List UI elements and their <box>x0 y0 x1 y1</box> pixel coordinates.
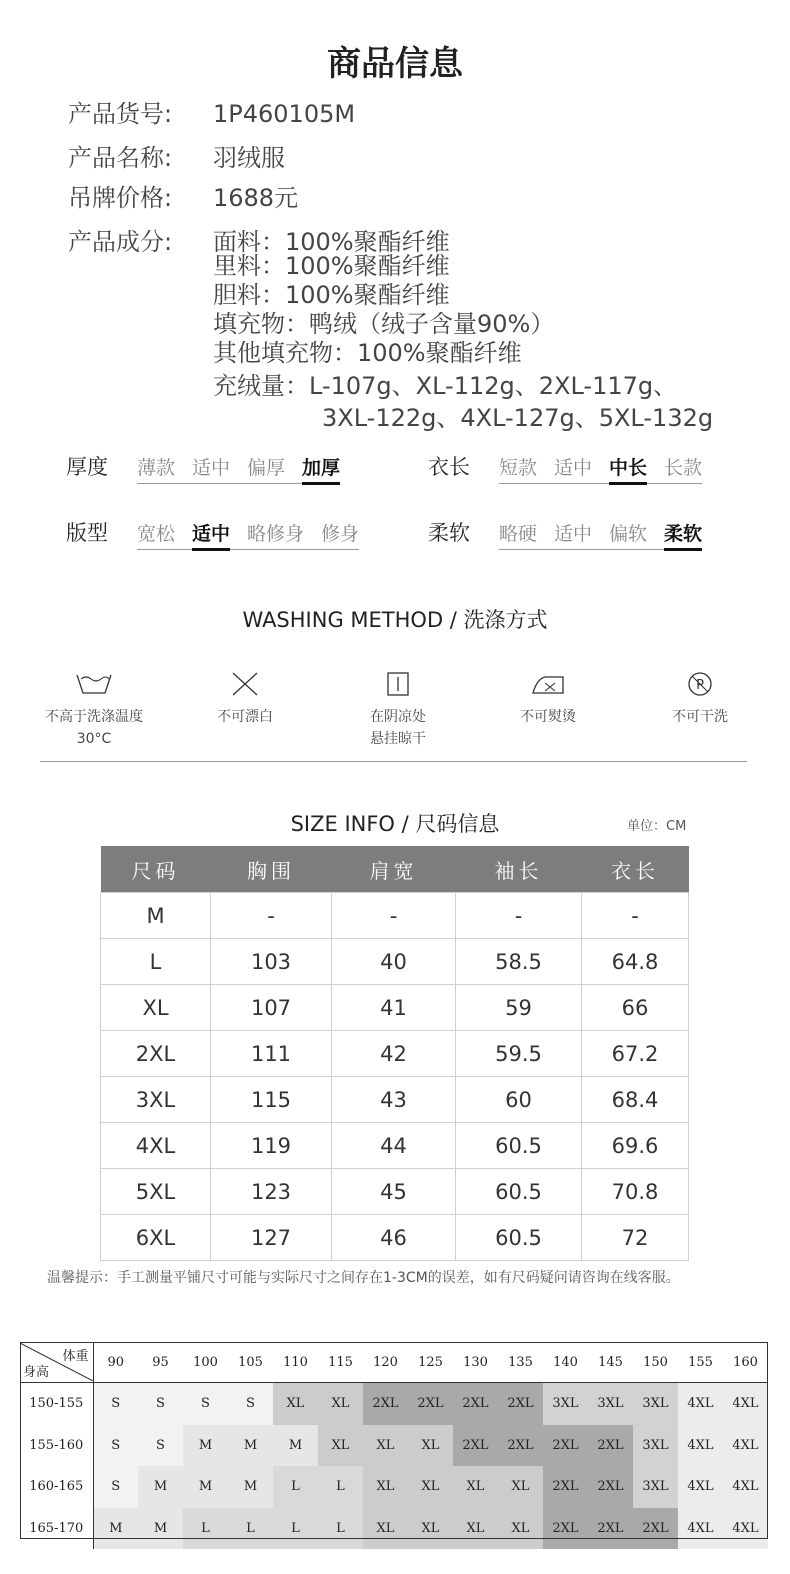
composition-line: 胆料：100%聚酯纤维 <box>213 281 450 309</box>
size-cell: S <box>93 1383 138 1425</box>
size-cell: XL <box>363 1508 408 1550</box>
attr-option: 适中 <box>192 457 231 479</box>
table-row <box>20 1466 768 1508</box>
corner-height-label: 身高 <box>23 1365 50 1380</box>
size-table-header <box>101 846 689 893</box>
attr-option: 薄款 <box>137 457 176 479</box>
table-row <box>101 985 689 1031</box>
table-cell: 60.5 <box>456 1123 582 1169</box>
size-cell: S <box>93 1425 138 1467</box>
table-cell: 59 <box>456 985 582 1031</box>
weight-header-cell: 115 <box>318 1342 363 1383</box>
size-cell: M <box>228 1425 273 1467</box>
wash-text-1: 不高于洗涤温度 <box>45 709 143 725</box>
attr-option: 短款 <box>499 457 538 479</box>
attr-options-thickness <box>137 453 340 484</box>
weight-header-cell: 140 <box>543 1342 588 1383</box>
size-cell: M <box>228 1466 273 1508</box>
size-cell: 3XL <box>543 1383 588 1425</box>
attr-option: 适中 <box>554 523 593 545</box>
size-cell: XL <box>273 1383 318 1425</box>
size-cell: L <box>273 1508 318 1550</box>
size-cell: 2XL <box>543 1508 588 1550</box>
attr-option: 略硬 <box>499 523 538 545</box>
svg-text:P: P <box>696 678 704 693</box>
size-cell: XL <box>498 1508 543 1550</box>
size-cell: 2XL <box>543 1425 588 1467</box>
size-cell: 4XL <box>723 1508 768 1550</box>
weight-header-row <box>20 1342 768 1383</box>
weight-header-cell: 120 <box>363 1342 408 1383</box>
size-cell: L <box>273 1466 318 1508</box>
table-row <box>101 1169 689 1215</box>
table-row <box>20 1383 768 1425</box>
wash-text-1: 不可干洗 <box>672 709 728 725</box>
size-cell: 4XL <box>723 1383 768 1425</box>
size-cell: 2XL <box>408 1383 453 1425</box>
size-cell: 4XL <box>723 1425 768 1467</box>
height-cell: 150-155 <box>20 1383 93 1425</box>
size-cell: 3XL <box>633 1466 678 1508</box>
table-cell: 66 <box>582 985 689 1031</box>
table-cell: 115 <box>211 1077 332 1123</box>
size-cell: XL <box>408 1466 453 1508</box>
composition-line: 3XL-122g、4XL-127g、5XL-132g <box>322 404 714 432</box>
attr-option: 适中 <box>192 519 230 546</box>
weight-height-body <box>20 1342 768 1549</box>
table-cell: - <box>332 893 456 939</box>
height-cell: 160-165 <box>20 1466 93 1508</box>
size-cell: 2XL <box>633 1508 678 1550</box>
size-cell: S <box>138 1425 183 1467</box>
weight-header-cell: 130 <box>453 1342 498 1383</box>
table-cell: 107 <box>211 985 332 1031</box>
wash-text-1: 不可熨烫 <box>520 709 576 725</box>
table-cell: 68.4 <box>582 1077 689 1123</box>
size-cell: 2XL <box>543 1466 588 1508</box>
attr-options-length <box>499 453 702 484</box>
wash-text-1: 不可漂白 <box>217 709 273 725</box>
weight-header-cell: 110 <box>273 1342 318 1383</box>
size-cell: 4XL <box>723 1466 768 1508</box>
table-cell: 59.5 <box>456 1031 582 1077</box>
divider <box>40 761 747 762</box>
table-cell: - <box>211 893 332 939</box>
size-cell: L <box>183 1508 228 1550</box>
attr-label-thickness: 厚度 <box>66 455 108 479</box>
size-cell: 2XL <box>453 1425 498 1467</box>
size-cell: 4XL <box>678 1466 723 1508</box>
table-cell: 40 <box>332 939 456 985</box>
size-cell: 3XL <box>633 1383 678 1425</box>
attr-option: 略修身 <box>247 523 305 545</box>
table-row <box>101 1123 689 1169</box>
table-cell: 41 <box>332 985 456 1031</box>
size-cell: 2XL <box>363 1383 408 1425</box>
table-cell: L <box>101 939 211 985</box>
info-value: 面料：100%聚酯纤维 <box>213 228 450 256</box>
attr-label-length: 衣长 <box>428 455 470 479</box>
size-cell: XL <box>453 1466 498 1508</box>
size-cell: 4XL <box>678 1425 723 1467</box>
attr-option: 宽松 <box>137 523 176 545</box>
weight-header-cell: 105 <box>228 1342 273 1383</box>
weight-header-cell: 95 <box>138 1342 183 1383</box>
size-cell: M <box>138 1466 183 1508</box>
attr-options-softness <box>499 519 702 550</box>
size-cell: M <box>183 1425 228 1467</box>
composition-line: 里料：100%聚酯纤维 <box>213 252 450 280</box>
info-value: 1688元 <box>213 184 299 212</box>
size-table-header-cell: 衣长 <box>582 846 689 893</box>
table-cell: 119 <box>211 1123 332 1169</box>
attr-option: 偏软 <box>609 523 648 545</box>
weight-header-cell: 100 <box>183 1342 228 1383</box>
weight-header-cell: 125 <box>408 1342 453 1383</box>
size-cell: XL <box>318 1425 363 1467</box>
wash-text-2: 悬挂晾干 <box>370 731 426 747</box>
table-cell: 127 <box>211 1215 332 1261</box>
table-cell: 64.8 <box>582 939 689 985</box>
attr-option: 适中 <box>554 457 593 479</box>
size-cell: XL <box>453 1508 498 1550</box>
composition-line: 充绒量：L-107g、XL-112g、2XL-117g、 <box>213 372 678 400</box>
size-cell: 2XL <box>588 1425 633 1467</box>
size-table-header-cell: 胸围 <box>211 846 332 893</box>
weight-header-cell: 90 <box>93 1342 138 1383</box>
measurement-tip: 温馨提示：手工测量平铺尺寸可能与实际尺寸之间存在1-3CM的误差，如有尺码疑问请咨询在线客服。 <box>47 1270 680 1286</box>
table-cell: 103 <box>211 939 332 985</box>
weight-header-cell: 160 <box>723 1342 768 1383</box>
wash-item <box>323 668 473 750</box>
table-row <box>101 939 689 985</box>
weight-header-cell: 135 <box>498 1342 543 1383</box>
table-cell: 60.5 <box>456 1215 582 1261</box>
table-row <box>101 1215 689 1261</box>
corner-weight-label: 体重 <box>62 1349 89 1364</box>
weight-header-cell: 155 <box>678 1342 723 1383</box>
wash-text-2: 30°C <box>76 731 112 747</box>
size-cell: 4XL <box>678 1508 723 1550</box>
info-row-price <box>68 178 298 213</box>
table-cell: 60.5 <box>456 1169 582 1215</box>
page-title: 商品信息 <box>327 44 463 84</box>
wash-item <box>473 668 623 728</box>
size-table-header-cell: 袖长 <box>456 846 582 893</box>
table-cell: 44 <box>332 1123 456 1169</box>
attr-option: 加厚 <box>302 453 340 480</box>
info-label: 产品货号: <box>68 100 173 128</box>
table-row <box>20 1508 768 1550</box>
table-cell: 67.2 <box>582 1031 689 1077</box>
attr-options-fit <box>137 519 359 550</box>
table-cell: 3XL <box>101 1077 211 1123</box>
table-cell: 46 <box>332 1215 456 1261</box>
height-cell: 165-170 <box>20 1508 93 1550</box>
table-cell: 58.5 <box>456 939 582 985</box>
size-cell: 2XL <box>453 1383 498 1425</box>
size-cell: XL <box>318 1383 363 1425</box>
size-cell: 3XL <box>588 1383 633 1425</box>
attr-option: 柔软 <box>664 519 702 546</box>
size-cell: S <box>93 1466 138 1508</box>
attr-option: 偏厚 <box>247 457 286 479</box>
weight-header-cell: 145 <box>588 1342 633 1383</box>
info-label: 吊牌价格: <box>68 184 173 212</box>
size-cell: XL <box>363 1425 408 1467</box>
table-cell: 123 <box>211 1169 332 1215</box>
wash-tub-icon <box>19 668 169 700</box>
table-cell: 4XL <box>101 1123 211 1169</box>
table-cell: 72 <box>582 1215 689 1261</box>
washing-title: WASHING METHOD / 洗涤方式 <box>242 608 548 632</box>
info-value: 1P460105M <box>213 100 356 128</box>
info-row-sku <box>68 94 355 129</box>
composition-line: 其他填充物：100%聚酯纤维 <box>213 339 522 367</box>
size-cell: 3XL <box>633 1425 678 1467</box>
attr-option: 长款 <box>664 457 703 479</box>
table-cell: - <box>456 893 582 939</box>
size-info-title: SIZE INFO / 尺码信息 <box>290 812 500 836</box>
table-cell: 42 <box>332 1031 456 1077</box>
size-table-body <box>101 893 689 1261</box>
table-row <box>101 1031 689 1077</box>
size-cell: S <box>138 1383 183 1425</box>
info-value: 羽绒服 <box>213 144 285 172</box>
table-row <box>101 893 689 939</box>
no-dry-clean-icon <box>625 668 775 700</box>
size-cell: 2XL <box>498 1383 543 1425</box>
table-cell: - <box>582 893 689 939</box>
hang-dry-icon <box>323 668 473 700</box>
size-cell: XL <box>363 1466 408 1508</box>
no-bleach-icon <box>170 668 320 700</box>
wash-item <box>170 668 320 728</box>
size-cell: M <box>138 1508 183 1550</box>
weight-header-cell: 150 <box>633 1342 678 1383</box>
size-cell: XL <box>408 1425 453 1467</box>
table-row <box>101 1077 689 1123</box>
size-cell: L <box>228 1508 273 1550</box>
corner-cell <box>20 1342 93 1383</box>
table-cell: XL <box>101 985 211 1031</box>
wash-item <box>625 668 775 728</box>
size-cell: XL <box>408 1508 453 1550</box>
height-cell: 155-160 <box>20 1425 93 1467</box>
composition-line: 填充物：鸭绒（绒子含量90%） <box>213 310 555 338</box>
info-label: 产品名称: <box>68 144 173 172</box>
attr-label-softness: 柔软 <box>428 521 470 545</box>
attr-option: 修身 <box>321 523 360 545</box>
size-cell: M <box>93 1508 138 1550</box>
size-cell: 2XL <box>498 1425 543 1467</box>
table-cell: M <box>101 893 211 939</box>
unit-label: 单位：CM <box>627 819 687 834</box>
size-cell: M <box>273 1425 318 1467</box>
table-cell: 69.6 <box>582 1123 689 1169</box>
wash-item <box>19 668 169 750</box>
size-cell: M <box>183 1466 228 1508</box>
size-cell: XL <box>498 1466 543 1508</box>
table-cell: 2XL <box>101 1031 211 1077</box>
size-cell: 4XL <box>678 1383 723 1425</box>
attr-option: 中长 <box>609 453 647 480</box>
size-cell: S <box>228 1383 273 1425</box>
table-cell: 60 <box>456 1077 582 1123</box>
size-table-header-cell: 尺码 <box>101 846 211 893</box>
attr-label-fit: 版型 <box>66 521 108 545</box>
size-cell: L <box>318 1466 363 1508</box>
table-cell: 45 <box>332 1169 456 1215</box>
table-cell: 70.8 <box>582 1169 689 1215</box>
table-row <box>20 1425 768 1467</box>
table-cell: 5XL <box>101 1169 211 1215</box>
size-cell: S <box>183 1383 228 1425</box>
table-cell: 43 <box>332 1077 456 1123</box>
size-table <box>100 846 689 1261</box>
size-cell: 2XL <box>588 1466 633 1508</box>
size-cell: 2XL <box>588 1508 633 1550</box>
table-cell: 6XL <box>101 1215 211 1261</box>
size-cell: L <box>318 1508 363 1550</box>
no-iron-icon <box>473 668 623 700</box>
size-table-header-cell: 肩宽 <box>332 846 456 893</box>
weight-height-table <box>20 1342 768 1549</box>
wash-text-1: 在阴凉处 <box>370 709 426 725</box>
info-label: 产品成分: <box>68 228 173 256</box>
table-cell: 111 <box>211 1031 332 1077</box>
info-row-name <box>68 138 285 173</box>
